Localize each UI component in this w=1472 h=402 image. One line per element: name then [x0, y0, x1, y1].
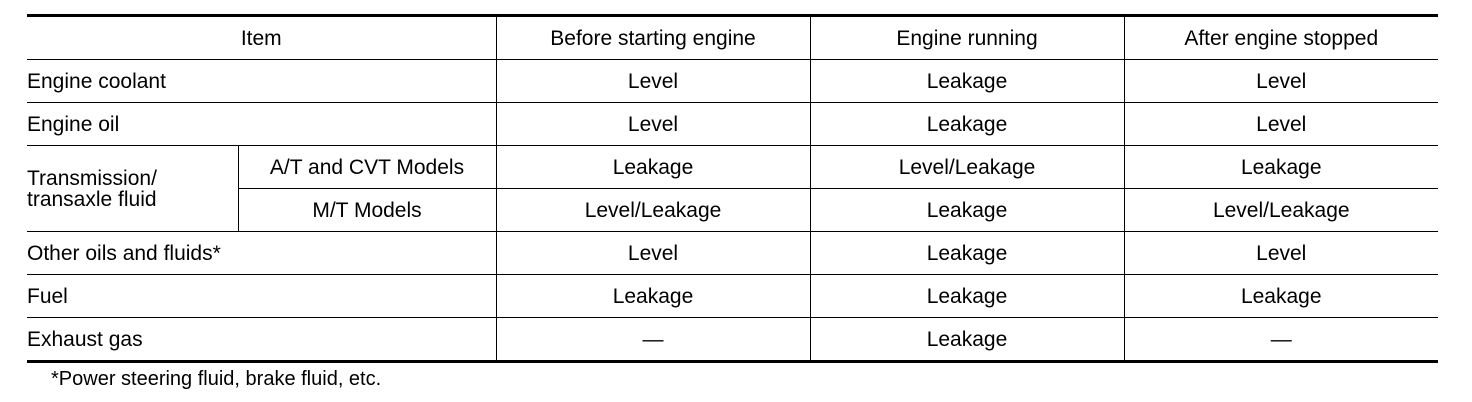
- cell-after: —: [1124, 318, 1438, 362]
- table-row: [27, 275, 1438, 318]
- row-group-label: Transmission/ transaxle fluid: [27, 146, 238, 232]
- table-row: [27, 318, 1438, 362]
- cell-running: Leakage: [810, 103, 1124, 146]
- header-item: Item: [27, 16, 496, 60]
- table-row: [27, 60, 1438, 103]
- cell-running: Leakage: [810, 60, 1124, 103]
- cell-before: Leakage: [496, 146, 810, 189]
- table-row: [27, 146, 1438, 189]
- cell-after: Leakage: [1124, 146, 1438, 189]
- header-after-stopped: After engine stopped: [1124, 16, 1438, 60]
- row-item-label: Fuel: [27, 275, 496, 318]
- table-row: [27, 232, 1438, 275]
- cell-running: Leakage: [810, 189, 1124, 232]
- row-sub-label: M/T Models: [238, 189, 496, 232]
- footnote: *Power steering fluid, brake fluid, etc.: [51, 368, 382, 390]
- row-item-label: Engine coolant: [27, 60, 496, 103]
- cell-before: Level: [496, 103, 810, 146]
- cell-before: Level/Leakage: [496, 189, 810, 232]
- cell-after: Level: [1124, 60, 1438, 103]
- table-row: [27, 189, 1438, 232]
- row-sub-label: A/T and CVT Models: [238, 146, 496, 189]
- cell-after: Level/Leakage: [1124, 189, 1438, 232]
- cell-before: Leakage: [496, 275, 810, 318]
- row-item-label: Exhaust gas: [27, 318, 496, 362]
- row-item-label: Engine oil: [27, 103, 496, 146]
- header-before-starting: Before starting engine: [496, 16, 810, 60]
- row-item-label: Other oils and fluids*: [27, 232, 496, 275]
- inspection-table: [27, 14, 1438, 363]
- cell-after: Level: [1124, 103, 1438, 146]
- cell-running: Leakage: [810, 275, 1124, 318]
- cell-after: Level: [1124, 232, 1438, 275]
- cell-before: —: [496, 318, 810, 362]
- cell-before: Level: [496, 232, 810, 275]
- cell-after: Leakage: [1124, 275, 1438, 318]
- cell-running: Leakage: [810, 232, 1124, 275]
- header-engine-running: Engine running: [810, 16, 1124, 60]
- cell-running: Leakage: [810, 318, 1124, 362]
- cell-before: Level: [496, 60, 810, 103]
- header-row: [27, 16, 1438, 60]
- cell-running: Level/Leakage: [810, 146, 1124, 189]
- table-row: [27, 103, 1438, 146]
